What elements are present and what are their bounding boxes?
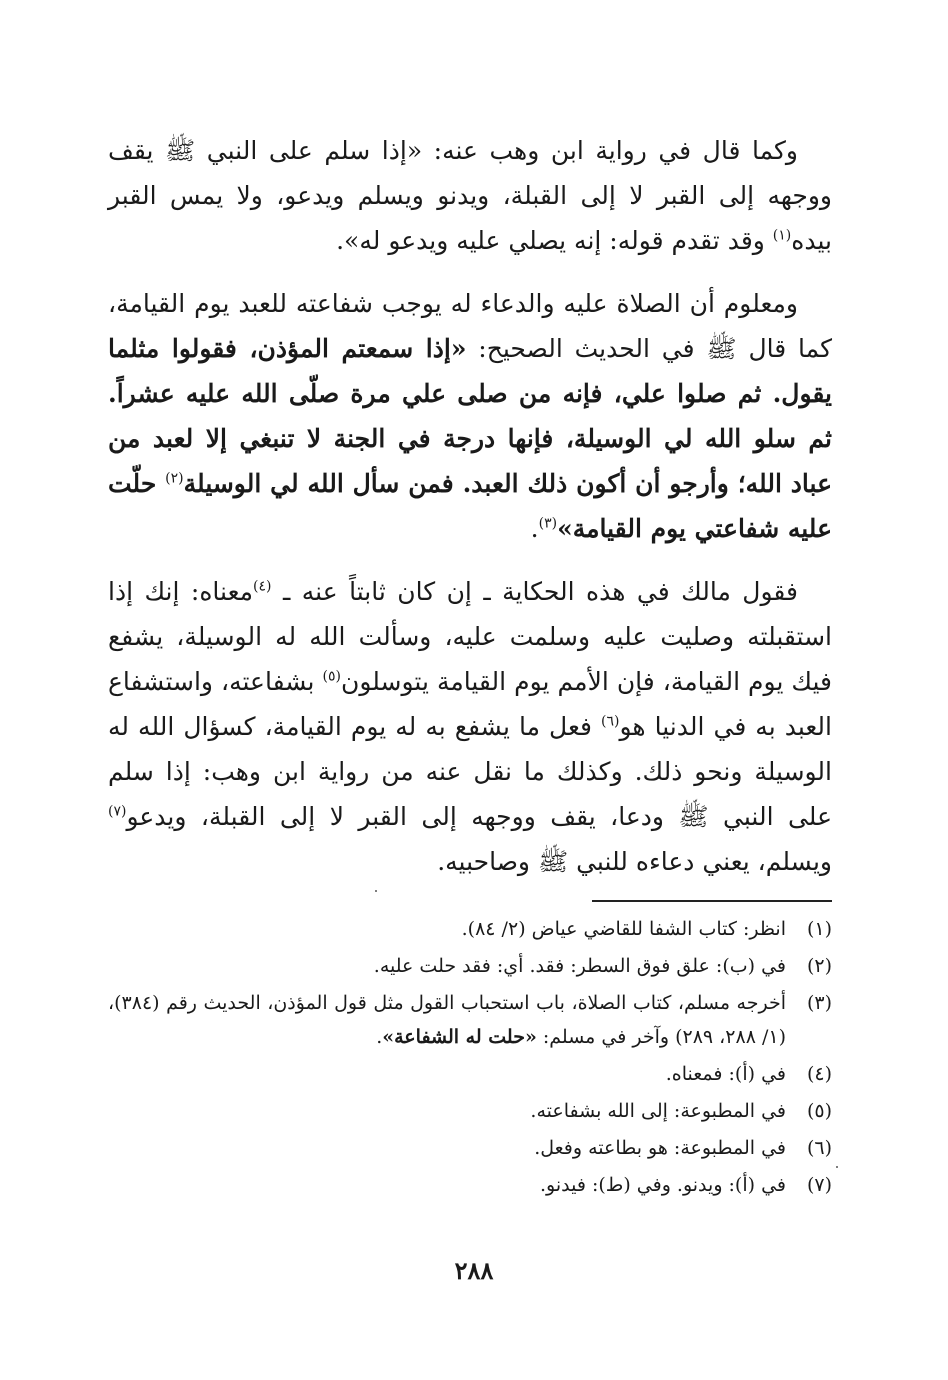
footnote-number: (٥) (806, 1100, 832, 1122)
bold-text: «حلت له الشفاعة» (382, 1026, 537, 1048)
footnote-number: (١) (806, 918, 832, 940)
text-run: ومعلوم أن الصلاة عليه والدعاء له يوجب شفاعته للعبد يوم القيامة، كما قال ﷺ في الحديث الصحيح: (108, 289, 833, 363)
text-run: في (ب): علق فوق السطر: فقد. أي: فقد حلت عليه. (373, 955, 786, 977)
page-number: ٢٨٨ (454, 1256, 494, 1285)
paragraph (108, 128, 832, 263)
footnote-text (108, 986, 786, 1054)
footnote-text (108, 1131, 786, 1165)
footnote (108, 1131, 832, 1165)
footnote (108, 912, 832, 946)
paragraph (108, 569, 832, 884)
footnote-text (108, 912, 786, 946)
footnote (108, 1094, 832, 1128)
text-run: في (أ): ويدنو. وفي (ط): فيدنو. (539, 1174, 786, 1196)
footnote (108, 949, 832, 983)
footnote-number: (٣) (806, 992, 832, 1014)
paragraph (108, 281, 832, 551)
footnote-number: (٦) (806, 1137, 832, 1159)
text-run: معناه: إنك إذا استقبلته وصليت عليه وسلمت عليه، وسألت الله له الوسيلة، يشفع فيك يوم القيامة، فإن الأمم يوم القيامة يتوسلون (108, 577, 833, 696)
footnote-text (108, 1168, 786, 1202)
footnote (108, 986, 832, 1054)
bold-text: «إذا سمعتم المؤذن، فقولوا مثلما يقول. ثم صلوا علي، فإنه من صلى علي مرة صلّى الله عليه عشراً. ثم سلو الله لي الوسيلة، فإنها درجة في الجنة لا تنبغي إلا لعبد من عباد الله؛ وأرجو أن أكون ذلك العبد. فمن سأل الله لي الوسيلة (108, 334, 832, 498)
footnote-ref: (٦) (601, 713, 620, 730)
text-run: بشفاعته، واستشفاع العبد به في الدنيا هو (108, 667, 833, 741)
text-run: انظر: كتاب الشفا للقاضي عياض (٢/ ٨٤). (461, 918, 786, 940)
text-run: في المطبوعة: إلى الله بشفاعته. (530, 1100, 786, 1122)
footnote-separator (592, 900, 832, 902)
footnote-ref: (١) (772, 227, 792, 244)
text-run: فعل ما يشفع به له يوم القيامة، كسؤال الله له الوسيلة ونحو ذلك. وكذلك ما نقل عنه من رواية ابن وهب: إذا سلم على النبي ﷺ ودعا، يقف ووجهه إلى القبر لا إلى القبلة، ويدعو (108, 712, 832, 831)
main-text-body (108, 128, 832, 884)
text-run: . (376, 1026, 383, 1048)
footnote-number: (٤) (806, 1063, 832, 1085)
text-run: وقد تقدم قوله: إنه يصلي عليه ويدعو له». (336, 226, 773, 255)
footnote-text (108, 949, 786, 983)
footnote (108, 1057, 832, 1091)
bold-text: حلّت عليه شفاعتي يوم القيامة» (108, 469, 832, 543)
text-run: في (أ): فمعناه. (665, 1063, 786, 1085)
footnotes-section (108, 912, 832, 1205)
footnote-ref: (٧) (108, 803, 127, 820)
scan-speck (836, 1166, 838, 1168)
text-run: . (530, 514, 539, 543)
footnote-number: (٢) (806, 955, 832, 977)
footnote (108, 1168, 832, 1202)
footnote-text (108, 1057, 786, 1091)
text-run: في المطبوعة: هو بطاعته وفعل. (534, 1137, 786, 1159)
footnote-ref: (٢) (165, 470, 184, 487)
footnote-ref: (٤) (253, 578, 272, 595)
scan-speck (375, 890, 377, 892)
footnote-number: (٧) (806, 1174, 832, 1196)
text-run: وكما قال في رواية ابن وهب عنه: «إذا سلم على النبي ﷺ يقف ووجهه إلى القبر لا إلى القبلة، ويدنو ويسلم ويدعو، ولا يمس القبر بيده (108, 136, 832, 255)
footnote-ref: (٣) (538, 515, 558, 532)
text-run: ويسلم، يعني دعاءه للنبي ﷺ وصاحبيه. (437, 847, 832, 876)
footnote-text (108, 1094, 786, 1128)
footnote-ref: (٥) (322, 668, 341, 685)
text-run: فقول مالك في هذه الحكاية ـ إن كان ثابتاً عنه ـ (271, 577, 798, 606)
text-run: أخرجه مسلم، كتاب الصلاة، باب استحباب القول مثل قول المؤذن، الحديث رقم (٣٨٤)، (١/ ٢٨٨، ٢٨٩) وآخر في مسلم: (108, 992, 786, 1048)
